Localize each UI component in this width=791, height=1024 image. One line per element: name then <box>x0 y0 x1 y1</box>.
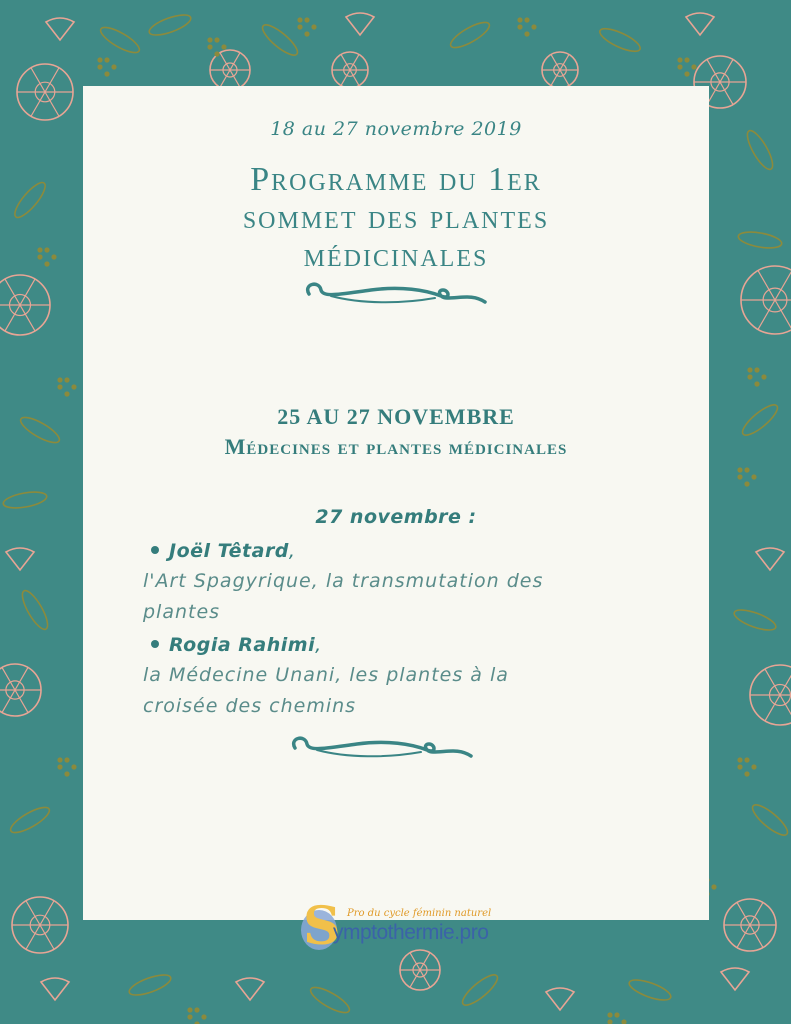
leaf-icon <box>743 127 777 172</box>
seed-dot <box>691 64 696 69</box>
flower-petal-line <box>765 669 780 695</box>
flower-petal-line <box>775 300 791 329</box>
flower-petal-line <box>15 690 28 713</box>
seed-dot <box>607 1012 612 1017</box>
topic-line: plantes <box>143 601 221 623</box>
seed-dot <box>207 44 212 49</box>
trumpet-flower-icon <box>686 13 714 35</box>
speaker-line: Joël Têtard, <box>143 536 663 566</box>
logo-name: ymptothermie.pro <box>333 921 489 944</box>
seed-dot <box>751 474 756 479</box>
flower-petal-line <box>765 695 780 721</box>
title-line: Programme du 1er <box>250 161 542 198</box>
seed-dot <box>711 884 716 889</box>
flower-petal-line <box>341 54 350 70</box>
flower-petal-line <box>31 68 45 92</box>
seed-dot <box>187 1014 192 1019</box>
flower-petal-line <box>40 925 54 949</box>
trumpet-flower-icon <box>346 13 374 35</box>
flower-petal-line <box>758 271 775 300</box>
flower-petal-line <box>26 925 40 949</box>
seed-dot <box>754 367 759 372</box>
seed-dot <box>747 367 752 372</box>
leaf-icon <box>627 976 673 1004</box>
seed-dot <box>614 1012 619 1017</box>
seed-dot <box>744 771 749 776</box>
date-range: 18 au 27 novembre 2019 <box>270 118 522 140</box>
flower-petal-line <box>26 901 40 925</box>
leaf-icon <box>17 413 62 447</box>
seed-dot <box>71 384 76 389</box>
seed-dot <box>51 254 56 259</box>
trumpet-flower-icon <box>236 978 264 1000</box>
section-dates: 25 AU 27 NOVEMBRE <box>277 404 515 429</box>
flower-petal-line <box>15 667 28 690</box>
flower-petal-line <box>707 59 720 82</box>
flower-petal-line <box>737 925 750 948</box>
leaf-icon <box>749 800 791 839</box>
title-line: sommet des plantes <box>242 199 550 236</box>
flower-petal-line <box>2 690 15 713</box>
seed-dot <box>744 757 749 762</box>
trumpet-flower-icon <box>721 968 749 990</box>
seed-dot <box>201 1014 206 1019</box>
seed-dot <box>311 24 316 29</box>
seed-dot <box>97 57 102 62</box>
flower-petal-line <box>341 70 350 86</box>
seed-dot <box>104 71 109 76</box>
seed-dot <box>737 467 742 472</box>
seed-dot <box>37 247 42 252</box>
seed-dot <box>531 24 536 29</box>
seed-dot <box>64 391 69 396</box>
seed-dot <box>684 57 689 62</box>
section-title: Médecines et plantes médicinales <box>224 434 568 459</box>
talk-list <box>143 536 663 722</box>
speaker-name: Joël Têtard <box>169 540 289 562</box>
trumpet-flower-icon <box>46 18 74 40</box>
seed-dot <box>57 757 62 762</box>
seed-dot <box>97 64 102 69</box>
flower-petal-line <box>45 68 59 92</box>
talk-topic <box>143 566 663 628</box>
leaf-icon <box>2 489 48 510</box>
leaf-icon <box>459 970 502 1009</box>
speaker-name: Rogia Rahimi <box>169 634 316 656</box>
seed-dot <box>517 17 522 22</box>
speaker-line: Rogia Rahimi, <box>143 630 663 660</box>
program-day: 27 novembre : <box>315 506 477 528</box>
trumpet-flower-icon <box>41 978 69 1000</box>
flower-petal-line <box>737 902 750 925</box>
leaf-icon <box>739 400 782 439</box>
leaf-icon <box>307 983 352 1017</box>
topic-line: l'Art Spagyrique, la transmutation des <box>143 570 544 592</box>
seed-dot <box>297 17 302 22</box>
seed-dot <box>737 474 742 479</box>
page-title <box>83 161 709 275</box>
flower-petal-line <box>220 53 230 70</box>
seed-dot <box>64 377 69 382</box>
seed-dot <box>754 381 759 386</box>
flower-petal-line <box>560 54 569 70</box>
flower-petal-line <box>720 59 733 82</box>
seed-dot <box>737 764 742 769</box>
flower-petal-line <box>551 70 560 86</box>
seed-dot <box>71 764 76 769</box>
flower-petal-line <box>45 92 59 116</box>
seed-dot <box>304 17 309 22</box>
leaf-icon <box>10 179 49 222</box>
seed-dot <box>761 374 766 379</box>
flower-petal-line <box>5 305 20 331</box>
leaf-icon <box>259 20 302 59</box>
seed-dot <box>677 64 682 69</box>
flower-petal-line <box>20 279 35 305</box>
trumpet-flower-icon <box>6 548 34 570</box>
brand-logo[interactable] <box>297 894 517 956</box>
leaf-icon <box>147 11 193 39</box>
seed-dot <box>744 467 749 472</box>
flower-petal-line <box>20 305 35 331</box>
list-item <box>143 536 663 628</box>
seed-dot <box>524 17 529 22</box>
flower-petal-line <box>230 70 240 87</box>
flower-petal-line <box>40 901 54 925</box>
flower-petal-line <box>420 970 430 987</box>
flower-petal-line <box>775 271 791 300</box>
leaf-icon <box>127 971 173 999</box>
list-item <box>143 630 663 722</box>
seed-dot <box>744 481 749 486</box>
seed-dot <box>187 1007 192 1012</box>
seed-dot <box>57 764 62 769</box>
flower-petal-line <box>2 667 15 690</box>
logo-tagline: Pro du cycle féminin naturel <box>347 908 492 919</box>
leaf-icon <box>732 606 778 634</box>
seed-dot <box>57 384 62 389</box>
seed-dot <box>297 24 302 29</box>
seed-dot <box>111 64 116 69</box>
seed-dot <box>221 44 226 49</box>
flower-petal-line <box>31 92 45 116</box>
seed-dot <box>677 57 682 62</box>
topic-line: la Médecine Unani, les plantes à la <box>143 664 509 686</box>
leaf-icon <box>18 587 52 632</box>
leaf-icon <box>97 23 142 57</box>
flower-petal-line <box>5 279 20 305</box>
flower-petal-line <box>750 925 763 948</box>
flower-petal-line <box>560 70 569 86</box>
seed-dot <box>524 31 529 36</box>
seed-dot <box>684 71 689 76</box>
seed-dot <box>737 757 742 762</box>
title-line: médicinales <box>303 237 489 274</box>
program-card <box>83 86 709 952</box>
flower-petal-line <box>410 970 420 987</box>
trumpet-flower-icon <box>756 548 784 570</box>
seed-dot <box>57 377 62 382</box>
seed-dot <box>104 57 109 62</box>
seed-dot <box>304 31 309 36</box>
leaf-icon <box>7 803 52 837</box>
topic-line: croisée des chemins <box>143 695 357 717</box>
seed-dot <box>607 1019 612 1024</box>
flower-petal-line <box>220 70 230 87</box>
flourish-divider-bottom <box>287 736 477 770</box>
seed-dot <box>44 247 49 252</box>
bullet-icon <box>151 546 159 554</box>
seed-dot <box>621 1019 626 1024</box>
flower-petal-line <box>720 82 733 105</box>
bullet-icon <box>151 640 159 648</box>
seed-dot <box>747 374 752 379</box>
flower-petal-line <box>551 54 560 70</box>
flower-petal-line <box>350 70 359 86</box>
seed-dot <box>207 37 212 42</box>
seed-dot <box>517 24 522 29</box>
leaf-icon <box>447 18 492 52</box>
leaf-icon <box>737 229 783 250</box>
seed-dot <box>194 1007 199 1012</box>
seed-dot <box>751 764 756 769</box>
flower-petal-line <box>230 53 240 70</box>
talk-topic <box>143 660 663 722</box>
seed-dot <box>64 757 69 762</box>
flower-petal-line <box>758 300 775 329</box>
seed-dot <box>37 254 42 259</box>
seed-dot <box>64 771 69 776</box>
flower-petal-line <box>350 54 359 70</box>
flower-petal-line <box>750 902 763 925</box>
svg-text:S: S <box>303 898 341 952</box>
leaf-icon <box>597 24 643 55</box>
seed-dot <box>44 261 49 266</box>
seed-dot <box>214 51 219 56</box>
trumpet-flower-icon <box>546 988 574 1010</box>
seed-dot <box>214 37 219 42</box>
flourish-divider-top <box>301 282 491 316</box>
